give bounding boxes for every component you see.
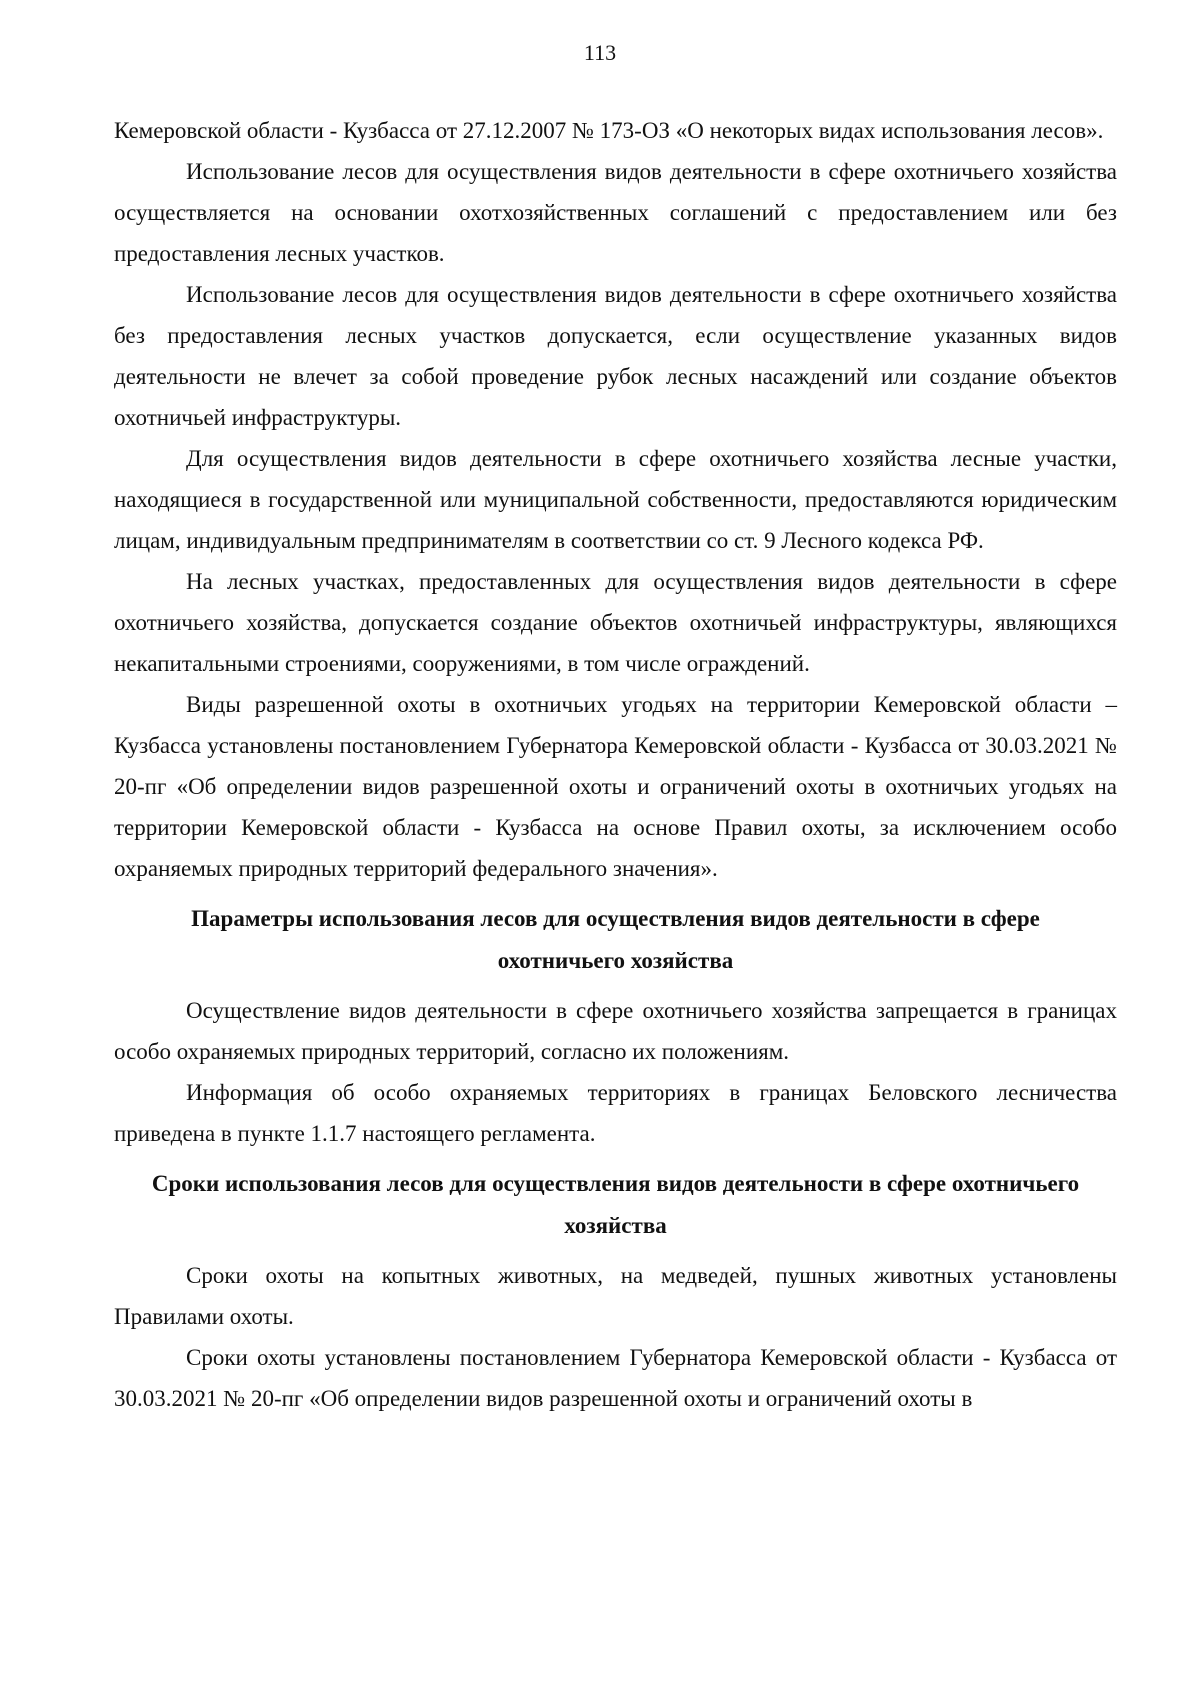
paragraph-infrastructure: На лесных участках, предоставленных для осуществления видов деятельности в сфере охотничьего хозяйства, допускается создание объектов охотничьей инфраструктуры, являющихся некапитальными строениями, сооружениями, в том числе ограждений. bbox=[114, 569, 1117, 676]
page-number: 113 bbox=[583, 40, 617, 65]
paragraph-use-without-plots: Использование лесов для осуществления видов деятельности в сфере охотничьего хозяйства без предоставления лесных участков допускается, если осуществление указанных видов деятельности не влечет за собой проведение рубок лесных насаждений или создание объектов охотничьей инфраструктуры. bbox=[114, 282, 1117, 430]
paragraph-hunting-terms-decree: Сроки охоты установлены постановлением Губернатора Кемеровской области - Кузбасса от 30.03.2021 № 20-пг «Об определении видов разрешенной охоты и ограничений охоты в bbox=[114, 1345, 1117, 1411]
paragraph-law-reference-end: Кемеровской области - Кузбасса от 27.12.2007 № 173-ОЗ «О некоторых видах использования лесов». bbox=[114, 118, 1104, 143]
paragraph-protected-areas-info: Информация об особо охраняемых территориях в границах Беловского лесничества приведена в пункте 1.1.7 настоящего регламента. bbox=[114, 1080, 1117, 1146]
section-heading-parameters: Параметры использования лесов для осуществления видов деятельности в сфере охотничьего хозяйства bbox=[191, 906, 1040, 973]
section-heading-terms: Сроки использования лесов для осуществления видов деятельности в сфере охотничьего хозяйства bbox=[151, 1171, 1080, 1238]
paragraph-permitted-hunting-types: Виды разрешенной охоты в охотничьих угодьях на территории Кемеровской области – Кузбасса установлены постановлением Губернатора Кемеровской области - Кузбасса от 30.03.2021 № 20-пг «Об определении видов разрешенной охоты и ограничений охоты в охотничьих угодьях на территории Кемеровской области - Кузбасса на основе Правил охоты, за исключением особо охраняемых природных территорий федерального значения». bbox=[114, 692, 1117, 881]
paragraph-protected-areas-ban: Осуществление видов деятельности в сфере охотничьего хозяйства запрещается в границах особо охраняемых природных территорий, согласно их положениям. bbox=[114, 998, 1117, 1064]
paragraph-plot-provision: Для осуществления видов деятельности в сфере охотничьего хозяйства лесные участки, находящиеся в государственной или муниципальной собственности, предоставляются юридическим лицам, индивидуальным предпринимателям в соответствии со ст. 9 Лесного кодекса РФ. bbox=[114, 446, 1117, 553]
page-content bbox=[114, 110, 1117, 1419]
paragraph-hunting-agreements: Использование лесов для осуществления видов деятельности в сфере охотничьего хозяйства осуществляется на основании охотхозяйственных соглашений с предоставлением или без предоставления лесных участков. bbox=[114, 159, 1117, 266]
paragraph-hunting-terms-rules: Сроки охоты на копытных животных, на медведей, пушных животных установлены Правилами охоты. bbox=[114, 1263, 1117, 1329]
